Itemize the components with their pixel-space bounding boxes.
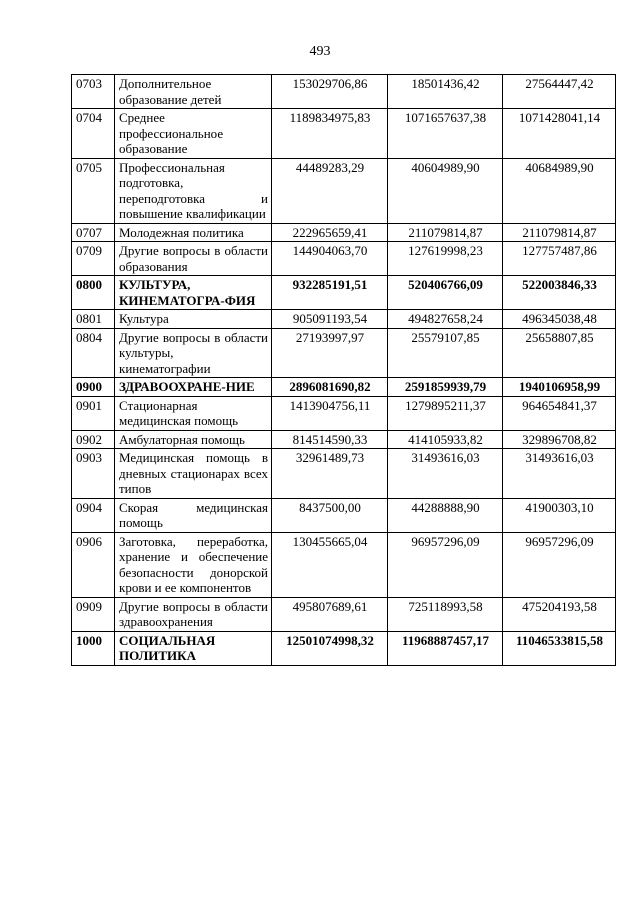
row-name: Среднее профессиональное образование: [115, 109, 272, 159]
table-row: [72, 242, 616, 276]
row-value-2: 1071657637,38: [388, 109, 503, 159]
row-name: Культура: [115, 310, 272, 329]
row-name: Медицинская помощь в дневных стационарах всех типов: [115, 449, 272, 499]
row-value-1: 32961489,73: [272, 449, 388, 499]
row-value-1: 1413904756,11: [272, 396, 388, 430]
row-value-2: 494827658,24: [388, 310, 503, 329]
row-name: Заготовка, переработка, хранение и обеспечение безопасности донорской крови и ее компонентов: [115, 532, 272, 597]
row-value-3: 96957296,09: [503, 532, 616, 597]
row-name: Молодежная политика: [115, 223, 272, 242]
table-row: [72, 498, 616, 532]
table-row: [72, 631, 616, 665]
row-name: Амбулаторная помощь: [115, 430, 272, 449]
row-value-3: 40684989,90: [503, 158, 616, 223]
row-name: КУЛЬТУРА, КИНЕМАТОГРА-ФИЯ: [115, 276, 272, 310]
row-value-1: 27193997,97: [272, 328, 388, 378]
row-code: 0705: [72, 158, 115, 223]
row-name: Другие вопросы в области здравоохранения: [115, 597, 272, 631]
row-code: 0804: [72, 328, 115, 378]
table-row: [72, 378, 616, 397]
row-code: 0707: [72, 223, 115, 242]
budget-table: [71, 74, 616, 666]
row-value-2: 25579107,85: [388, 328, 503, 378]
row-value-1: 495807689,61: [272, 597, 388, 631]
row-value-3: 31493616,03: [503, 449, 616, 499]
row-value-2: 2591859939,79: [388, 378, 503, 397]
row-value-3: 211079814,87: [503, 223, 616, 242]
table-row: [72, 396, 616, 430]
row-value-3: 127757487,86: [503, 242, 616, 276]
row-value-1: 814514590,33: [272, 430, 388, 449]
row-value-2: 211079814,87: [388, 223, 503, 242]
row-value-2: 1279895211,37: [388, 396, 503, 430]
row-value-3: 1940106958,99: [503, 378, 616, 397]
row-value-3: 475204193,58: [503, 597, 616, 631]
row-code: 0801: [72, 310, 115, 329]
row-value-2: 725118993,58: [388, 597, 503, 631]
row-value-1: 144904063,70: [272, 242, 388, 276]
table-row: [72, 276, 616, 310]
table-row: [72, 223, 616, 242]
row-value-2: 31493616,03: [388, 449, 503, 499]
row-code: 0903: [72, 449, 115, 499]
row-name: Стационарная медицинская помощь: [115, 396, 272, 430]
row-value-1: 1189834975,83: [272, 109, 388, 159]
row-value-1: 932285191,51: [272, 276, 388, 310]
row-code: 0904: [72, 498, 115, 532]
row-value-3: 41900303,10: [503, 498, 616, 532]
table-row: [72, 430, 616, 449]
row-name: ЗДРАВООХРАНЕ-НИЕ: [115, 378, 272, 397]
row-value-2: 40604989,90: [388, 158, 503, 223]
row-code: 0906: [72, 532, 115, 597]
page-number: 493: [309, 44, 331, 59]
row-value-2: 127619998,23: [388, 242, 503, 276]
row-value-2: 44288888,90: [388, 498, 503, 532]
row-value-2: 11968887457,17: [388, 631, 503, 665]
row-name: Другие вопросы в области образования: [115, 242, 272, 276]
row-value-3: 329896708,82: [503, 430, 616, 449]
table-row: [72, 597, 616, 631]
row-value-1: 2896081690,82: [272, 378, 388, 397]
row-code: 0901: [72, 396, 115, 430]
row-value-1: 44489283,29: [272, 158, 388, 223]
row-name: Профессиональная подготовка, переподготовка и повышение квалификации: [115, 158, 272, 223]
row-value-3: 522003846,33: [503, 276, 616, 310]
row-value-1: 905091193,54: [272, 310, 388, 329]
row-name: СОЦИАЛЬНАЯ ПОЛИТИКА: [115, 631, 272, 665]
row-code: 0800: [72, 276, 115, 310]
table-row: [72, 158, 616, 223]
row-name: Дополнительное образование детей: [115, 75, 272, 109]
row-value-3: 964654841,37: [503, 396, 616, 430]
row-value-1: 222965659,41: [272, 223, 388, 242]
row-code: 0902: [72, 430, 115, 449]
row-value-2: 520406766,09: [388, 276, 503, 310]
row-value-1: 130455665,04: [272, 532, 388, 597]
table-row: [72, 328, 616, 378]
table-row: [72, 109, 616, 159]
row-value-1: 12501074998,32: [272, 631, 388, 665]
table-row: [72, 75, 616, 109]
row-code: 1000: [72, 631, 115, 665]
row-value-3: 1071428041,14: [503, 109, 616, 159]
row-code: 0909: [72, 597, 115, 631]
row-value-1: 153029706,86: [272, 75, 388, 109]
row-value-1: 8437500,00: [272, 498, 388, 532]
row-value-3: 25658807,85: [503, 328, 616, 378]
row-name: Другие вопросы в области культуры, кинематографии: [115, 328, 272, 378]
row-value-3: 27564447,42: [503, 75, 616, 109]
table-row: [72, 532, 616, 597]
table-row: [72, 449, 616, 499]
row-value-2: 18501436,42: [388, 75, 503, 109]
row-name: Скорая медицинская помощь: [115, 498, 272, 532]
row-value-3: 11046533815,58: [503, 631, 616, 665]
row-value-2: 414105933,82: [388, 430, 503, 449]
row-code: 0900: [72, 378, 115, 397]
row-value-3: 496345038,48: [503, 310, 616, 329]
row-code: 0704: [72, 109, 115, 159]
table-row: [72, 310, 616, 329]
budget-table-body: [72, 75, 616, 666]
row-value-2: 96957296,09: [388, 532, 503, 597]
row-code: 0703: [72, 75, 115, 109]
row-code: 0709: [72, 242, 115, 276]
